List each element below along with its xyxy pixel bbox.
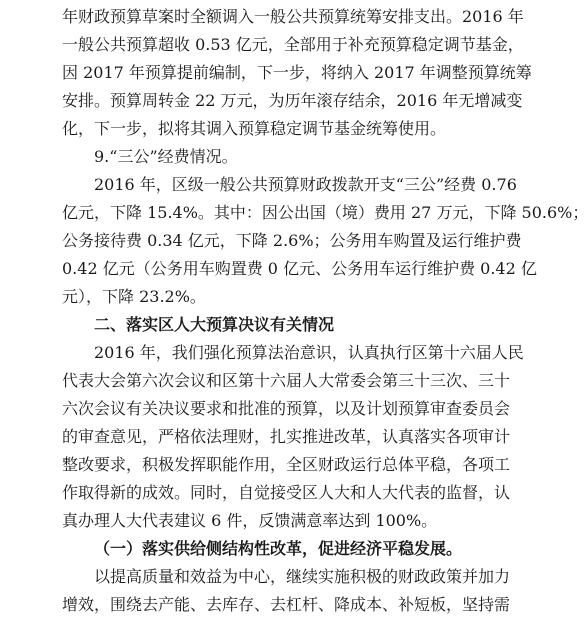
- section-two-line-3: 六次会议有关决议要求和批准的预算，以及计划预算审查委员会: [62, 399, 511, 418]
- three-public-title: 9.“三公”经费情况。: [94, 147, 238, 166]
- section-two-line-2: 代表大会第六次会议和区第十六届人大常委会第三十三次、三十: [62, 371, 511, 390]
- section-two-line-4: 的审查意见，严格依法理财，扎实推进改革，认真落实各项审计: [62, 427, 511, 446]
- subsection-one-heading: （一）落实供给侧结构性改革，促进经济平稳发展。: [94, 539, 463, 558]
- three-public-line-3: 公务接待费 0.34 亿元，下降 2.6%；公务用车购置及运行维护费: [62, 231, 522, 250]
- fund-balance-line-1: 年财政预算草案时全额调入一般公共预算统筹安排支出。2016 年: [62, 7, 524, 26]
- section-two-heading: 二、落实区人大预算决议有关情况: [94, 315, 335, 334]
- subsection-one-line-1: 以提高质量和效益为中心，继续实施积极的财政政策并加力: [94, 567, 511, 586]
- section-two-line-7: 真办理人大代表建议 6 件，反馈满意率达到 100%。: [62, 511, 438, 530]
- section-two-line-6: 作取得新的成效。同时，自觉接受区人大和人大代表的监督，认: [62, 483, 511, 502]
- fund-balance-line-4: 安排。预算周转金 22 万元，为历年滚存结余，2016 年无增减变: [62, 91, 523, 110]
- three-public-line-1: 2016 年，区级一般公共预算财政拨款开支“三公”经费 0.76: [94, 175, 517, 194]
- section-two-line-5: 整改要求，积极发挥职能作用，全区财政运行总体平稳，各项工: [62, 455, 511, 474]
- fund-balance-line-3: 因 2017 年预算提前编制，下一步，将纳入 2017 年调整预算统筹: [62, 63, 532, 82]
- three-public-line-2: 亿元，下降 15.4%。其中：因公出国（境）费用 27 万元，下降 50.6%；: [62, 203, 588, 222]
- three-public-line-5: 元），下降 23.2%。: [62, 287, 206, 306]
- subsection-one-line-2: 增效，围绕去产能、去库存、去杠杆、降成本、补短板，坚持需: [62, 595, 511, 614]
- fund-balance-line-5: 化，下一步，拟将其调入预算稳定调节基金统筹使用。: [62, 119, 447, 138]
- fund-balance-line-2: 一般公共预算超收 0.53 亿元，全部用于补充预算稳定调节基金，: [62, 35, 524, 54]
- three-public-line-4: 0.42 亿元（公务用车购置费 0 亿元、公务用车运行维护费 0.42 亿: [62, 259, 537, 278]
- section-two-line-1: 2016 年，我们强化预算法治意识，认真执行区第十六届人民: [94, 343, 524, 362]
